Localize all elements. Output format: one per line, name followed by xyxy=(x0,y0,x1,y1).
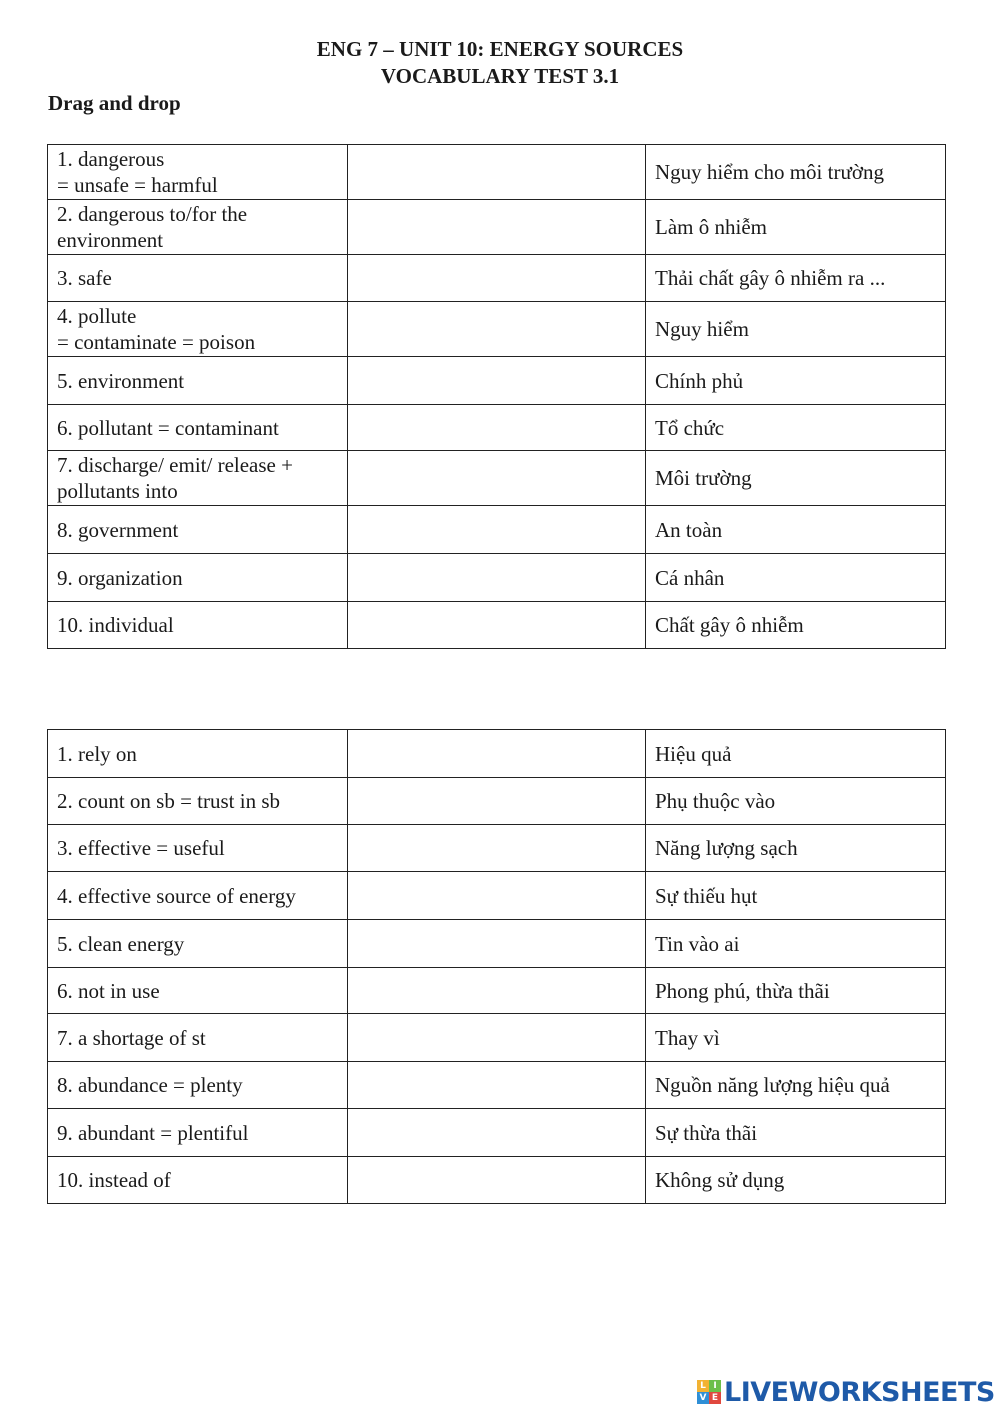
answer-drop-zone[interactable] xyxy=(348,778,646,825)
answer-drop-zone[interactable] xyxy=(348,451,646,506)
meaning-draggable[interactable]: Cá nhân xyxy=(646,554,946,602)
term-text: environment xyxy=(57,228,164,252)
meaning-draggable[interactable]: Làm ô nhiễm xyxy=(646,200,946,255)
vocabulary-table-1 xyxy=(47,144,946,649)
table-row xyxy=(48,145,946,200)
term-cell xyxy=(48,255,348,302)
table-row xyxy=(48,778,946,825)
term-text: 6. not in use xyxy=(57,978,160,1003)
term-text: 9. abundant = plentiful xyxy=(57,1120,249,1145)
table-row xyxy=(48,920,946,968)
term-text: 5. clean energy xyxy=(57,931,185,956)
table-row xyxy=(48,255,946,302)
liveworksheets-mark-icon xyxy=(697,1380,721,1404)
term-cell xyxy=(48,145,348,200)
meaning-draggable[interactable]: Nguy hiểm cho môi trường xyxy=(646,145,946,200)
meaning-draggable[interactable]: Nguy hiểm xyxy=(646,302,946,357)
table-row xyxy=(48,554,946,602)
term-text: 4. effective source of energy xyxy=(57,883,296,908)
term-text: 7. discharge/ emit/ release + xyxy=(57,453,293,477)
answer-drop-zone[interactable] xyxy=(348,255,646,302)
table-row xyxy=(48,405,946,451)
table-row xyxy=(48,872,946,920)
term-text: = contaminate = poison xyxy=(57,330,256,354)
answer-drop-zone[interactable] xyxy=(348,506,646,554)
logo-mark-letter: E xyxy=(709,1392,721,1404)
term-text: 6. pollutant = contaminant xyxy=(57,415,279,440)
term-cell xyxy=(48,778,348,825)
table-row xyxy=(48,968,946,1014)
meaning-draggable[interactable]: Không sử dụng xyxy=(646,1157,946,1204)
answer-drop-zone[interactable] xyxy=(348,1062,646,1109)
meaning-draggable[interactable]: Chính phủ xyxy=(646,357,946,405)
term-text: 8. government xyxy=(57,517,179,542)
meaning-draggable[interactable]: An toàn xyxy=(646,506,946,554)
meaning-draggable[interactable]: Năng lượng sạch xyxy=(646,825,946,872)
term-text: 9. organization xyxy=(57,565,183,590)
liveworksheets-logo xyxy=(697,1376,995,1408)
term-text: = unsafe = harmful xyxy=(57,173,218,197)
table-row xyxy=(48,302,946,357)
answer-drop-zone[interactable] xyxy=(348,302,646,357)
term-cell xyxy=(48,554,348,602)
table-row xyxy=(48,357,946,405)
term-cell xyxy=(48,1062,348,1109)
term-text: pollutants into xyxy=(57,479,178,503)
logo-text: LIVEWORKSHEETS xyxy=(724,1376,995,1408)
term-text: 2. count on sb = trust in sb xyxy=(57,789,281,813)
table-row xyxy=(48,1109,946,1157)
term-text: 2. dangerous to/for the xyxy=(57,202,248,226)
answer-drop-zone[interactable] xyxy=(348,1157,646,1204)
table-row xyxy=(48,451,946,506)
logo-mark-letter: L xyxy=(697,1380,709,1392)
term-cell xyxy=(48,872,348,920)
answer-drop-zone[interactable] xyxy=(348,730,646,778)
answer-drop-zone[interactable] xyxy=(348,602,646,649)
meaning-draggable[interactable]: Thải chất gây ô nhiễm ra ... xyxy=(646,255,946,302)
term-cell xyxy=(48,920,348,968)
term-text: 10. instead of xyxy=(57,1168,171,1192)
answer-drop-zone[interactable] xyxy=(348,825,646,872)
vocabulary-table-2 xyxy=(47,729,946,1204)
answer-drop-zone[interactable] xyxy=(348,1014,646,1062)
instruction-text: Drag and drop xyxy=(48,91,181,115)
term-cell xyxy=(48,602,348,649)
term-cell xyxy=(48,200,348,255)
term-text: 4. pollute xyxy=(57,304,137,328)
term-cell xyxy=(48,730,348,778)
term-cell xyxy=(48,506,348,554)
table-row xyxy=(48,825,946,872)
answer-drop-zone[interactable] xyxy=(348,1109,646,1157)
meaning-draggable[interactable]: Sự thiếu hụt xyxy=(646,872,946,920)
term-cell xyxy=(48,302,348,357)
term-cell xyxy=(48,1014,348,1062)
table-row xyxy=(48,730,946,778)
logo-mark-letter: V xyxy=(697,1392,709,1404)
meaning-draggable[interactable]: Tin vào ai xyxy=(646,920,946,968)
logo-mark-letter: I xyxy=(709,1380,721,1392)
table-row xyxy=(48,506,946,554)
term-cell xyxy=(48,1109,348,1157)
meaning-draggable[interactable]: Môi trường xyxy=(646,451,946,506)
term-cell xyxy=(48,1157,348,1204)
table-row xyxy=(48,200,946,255)
term-text: 7. a shortage of st xyxy=(57,1025,206,1050)
answer-drop-zone[interactable] xyxy=(348,872,646,920)
meaning-draggable[interactable]: Phong phú, thừa thãi xyxy=(646,968,946,1014)
table-row xyxy=(48,1062,946,1109)
answer-drop-zone[interactable] xyxy=(348,200,646,255)
term-text: 8. abundance = plenty xyxy=(57,1073,243,1097)
meaning-draggable[interactable]: Sự thừa thãi xyxy=(646,1109,946,1157)
answer-drop-zone[interactable] xyxy=(348,920,646,968)
meaning-draggable[interactable]: Nguồn năng lượng hiệu quả xyxy=(646,1062,946,1109)
meaning-draggable[interactable]: Phụ thuộc vào xyxy=(646,778,946,825)
term-text: 10. individual xyxy=(57,613,174,637)
term-cell xyxy=(48,825,348,872)
meaning-draggable[interactable]: Tổ chức xyxy=(646,405,946,451)
answer-drop-zone[interactable] xyxy=(348,968,646,1014)
worksheet-subtitle: VOCABULARY TEST 3.1 xyxy=(380,64,620,88)
term-text: 1. dangerous xyxy=(57,147,165,171)
answer-drop-zone[interactable] xyxy=(348,405,646,451)
term-text: 1. rely on xyxy=(57,741,137,766)
term-cell xyxy=(48,405,348,451)
table-row xyxy=(48,602,946,649)
table-row xyxy=(48,1157,946,1204)
answer-drop-zone[interactable] xyxy=(348,145,646,200)
term-cell xyxy=(48,451,348,506)
meaning-draggable[interactable]: Hiệu quả xyxy=(646,730,946,778)
term-cell xyxy=(48,968,348,1014)
term-cell xyxy=(48,357,348,405)
term-text: 5. environment xyxy=(57,368,185,393)
meaning-draggable[interactable]: Thay vì xyxy=(646,1014,946,1062)
meaning-draggable[interactable]: Chất gây ô nhiễm xyxy=(646,602,946,649)
answer-drop-zone[interactable] xyxy=(348,554,646,602)
term-text: 3. effective = useful xyxy=(57,836,225,860)
table-row xyxy=(48,1014,946,1062)
term-text: 3. safe xyxy=(57,266,112,290)
worksheet-title: ENG 7 – UNIT 10: ENERGY SOURCES xyxy=(316,37,684,61)
answer-drop-zone[interactable] xyxy=(348,357,646,405)
